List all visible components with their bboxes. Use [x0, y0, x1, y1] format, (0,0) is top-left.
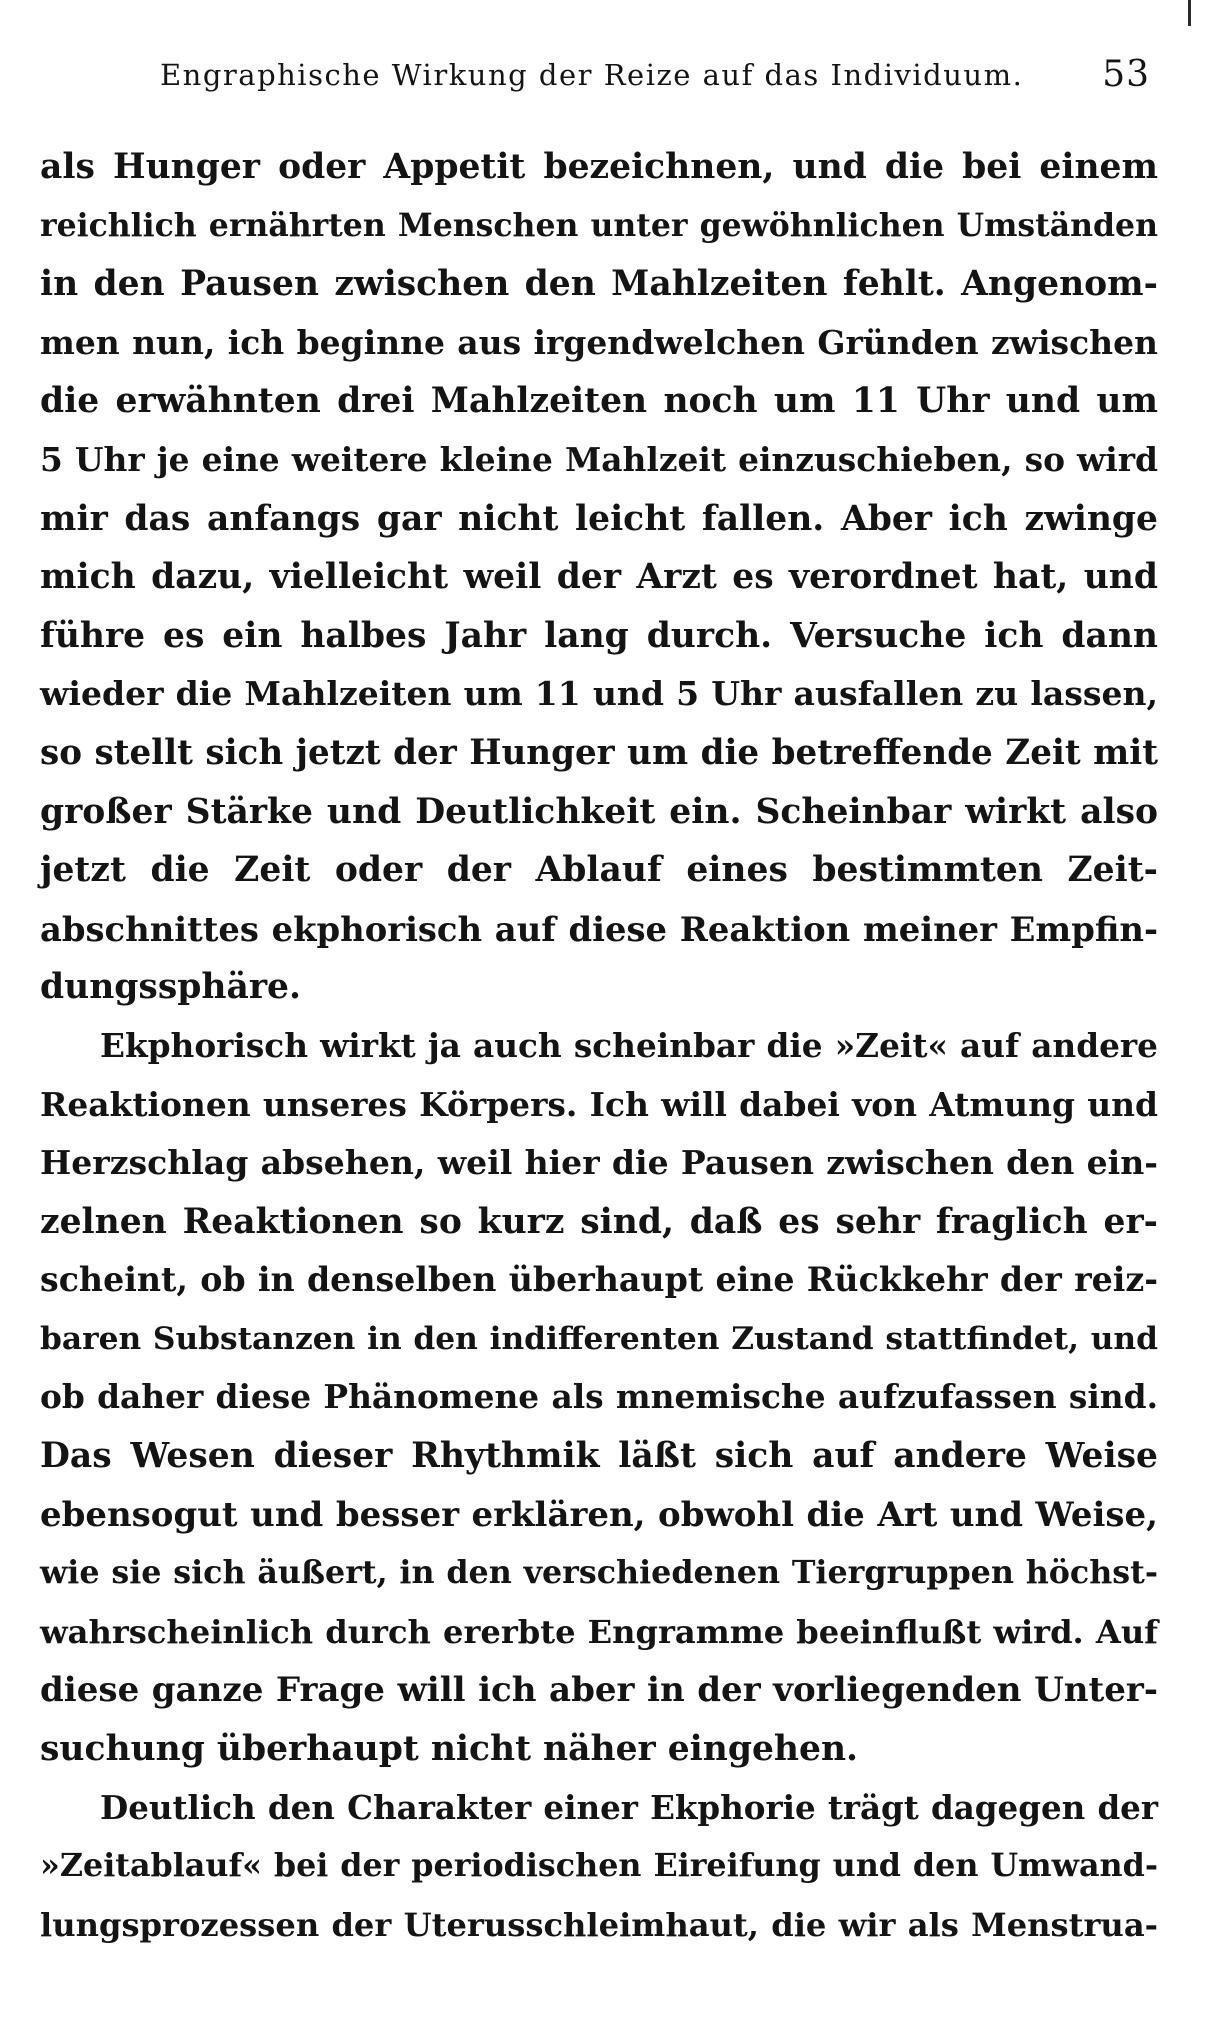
- text-line: wahrscheinlich durch ererbte Engramme beeinflußt wird. Auf: [40, 1612, 1158, 1651]
- text-line: Das Wesen dieser Rhythmik läßt sich auf andere Weise: [40, 1436, 1158, 1477]
- text-line: 5 Uhr je eine weitere kleine Mahlzeit einzuschieben, so wird: [40, 439, 1158, 479]
- text-line: suchung überhaupt nicht näher eingehen.: [40, 1729, 859, 1770]
- text-line: so stellt sich jetzt der Hunger um die betreffende Zeit mit: [40, 732, 1158, 773]
- page-edge-mark: [1188, 0, 1191, 26]
- text-line: die erwähnten drei Mahlzeiten noch um 11 Uhr und um: [40, 381, 1158, 422]
- text-line: jetzt die Zeit oder der Ablauf eines bestimmten Zeit-: [40, 850, 1158, 891]
- text-line: ebensogut und besser erklären, obwohl die Art und Weise,: [40, 1494, 1158, 1535]
- text-line: mich dazu, vielleicht weil der Arzt es verordnet hat, und: [40, 557, 1158, 598]
- paragraph-1: [40, 138, 1158, 1017]
- running-head: [160, 54, 1150, 102]
- text-line: großer Stärke und Deutlichkeit ein. Scheinbar wirkt also: [40, 791, 1158, 832]
- body-text: [40, 138, 1158, 1954]
- text-line: »Zeitablauf« bei der periodischen Eireifung und den Umwand-: [40, 1847, 1158, 1885]
- text-line: Herzschlag absehen, weil hier die Pausen zwischen den ein-: [40, 1143, 1158, 1183]
- text-line: baren Substanzen in den indifferenten Zustand stattfindet, und: [40, 1320, 1158, 1357]
- text-line: Ekphorisch wirkt ja auch scheinbar die »Zeit« auf andere: [100, 1025, 1158, 1065]
- text-line: führe es ein halbes Jahr lang durch. Versuche ich dann: [40, 615, 1158, 656]
- text-line: mir das anfangs gar nicht leicht fallen. Aber ich zwinge: [40, 498, 1158, 539]
- paragraph-3: [40, 1779, 1158, 1955]
- paragraph-2: [40, 1017, 1158, 1779]
- page-number: 53: [1102, 54, 1150, 95]
- running-head-title: Engraphische Wirkung der Reize auf das Individuum.: [160, 58, 1024, 92]
- text-line: Deutlich den Charakter einer Ekphorie trägt dagegen der: [100, 1787, 1158, 1827]
- text-line: zelnen Reaktionen so kurz sind, daß es sehr fraglich er-: [40, 1201, 1158, 1242]
- text-line: als Hunger oder Appetit bezeichnen, und die bei einem: [40, 147, 1158, 187]
- text-line: diese ganze Frage will ich aber in der vorliegenden Unter-: [40, 1670, 1158, 1711]
- text-line: lungsprozessen der Uterusschleimhaut, die wir als Menstrua-: [40, 1905, 1158, 1944]
- text-line: abschnittes ekphorisch auf diese Reaktion meiner Empfin-: [40, 908, 1158, 949]
- text-line: in den Pausen zwischen den Mahlzeiten fehlt. Angenom-: [40, 264, 1158, 305]
- text-line: ob daher diese Phänomene als mnemische aufzufassen sind.: [40, 1377, 1158, 1417]
- text-line: scheint, ob in denselben überhaupt eine Rückkehr der reiz-: [40, 1260, 1158, 1300]
- text-line: wieder die Mahlzeiten um 11 und 5 Uhr ausfallen zu lassen,: [40, 674, 1158, 714]
- text-line: wie sie sich äußert, in den verschiedenen Tiergruppen höchst-: [40, 1554, 1158, 1592]
- text-line: reichlich ernährten Menschen unter gewöhnlichen Umständen: [40, 206, 1158, 244]
- text-line: men nun, ich beginne aus irgendwelchen Gründen zwischen: [40, 322, 1158, 362]
- text-line: dungssphäre.: [40, 967, 301, 1008]
- text-line: Reaktionen unseres Körpers. Ich will dabei von Atmung und: [40, 1084, 1158, 1124]
